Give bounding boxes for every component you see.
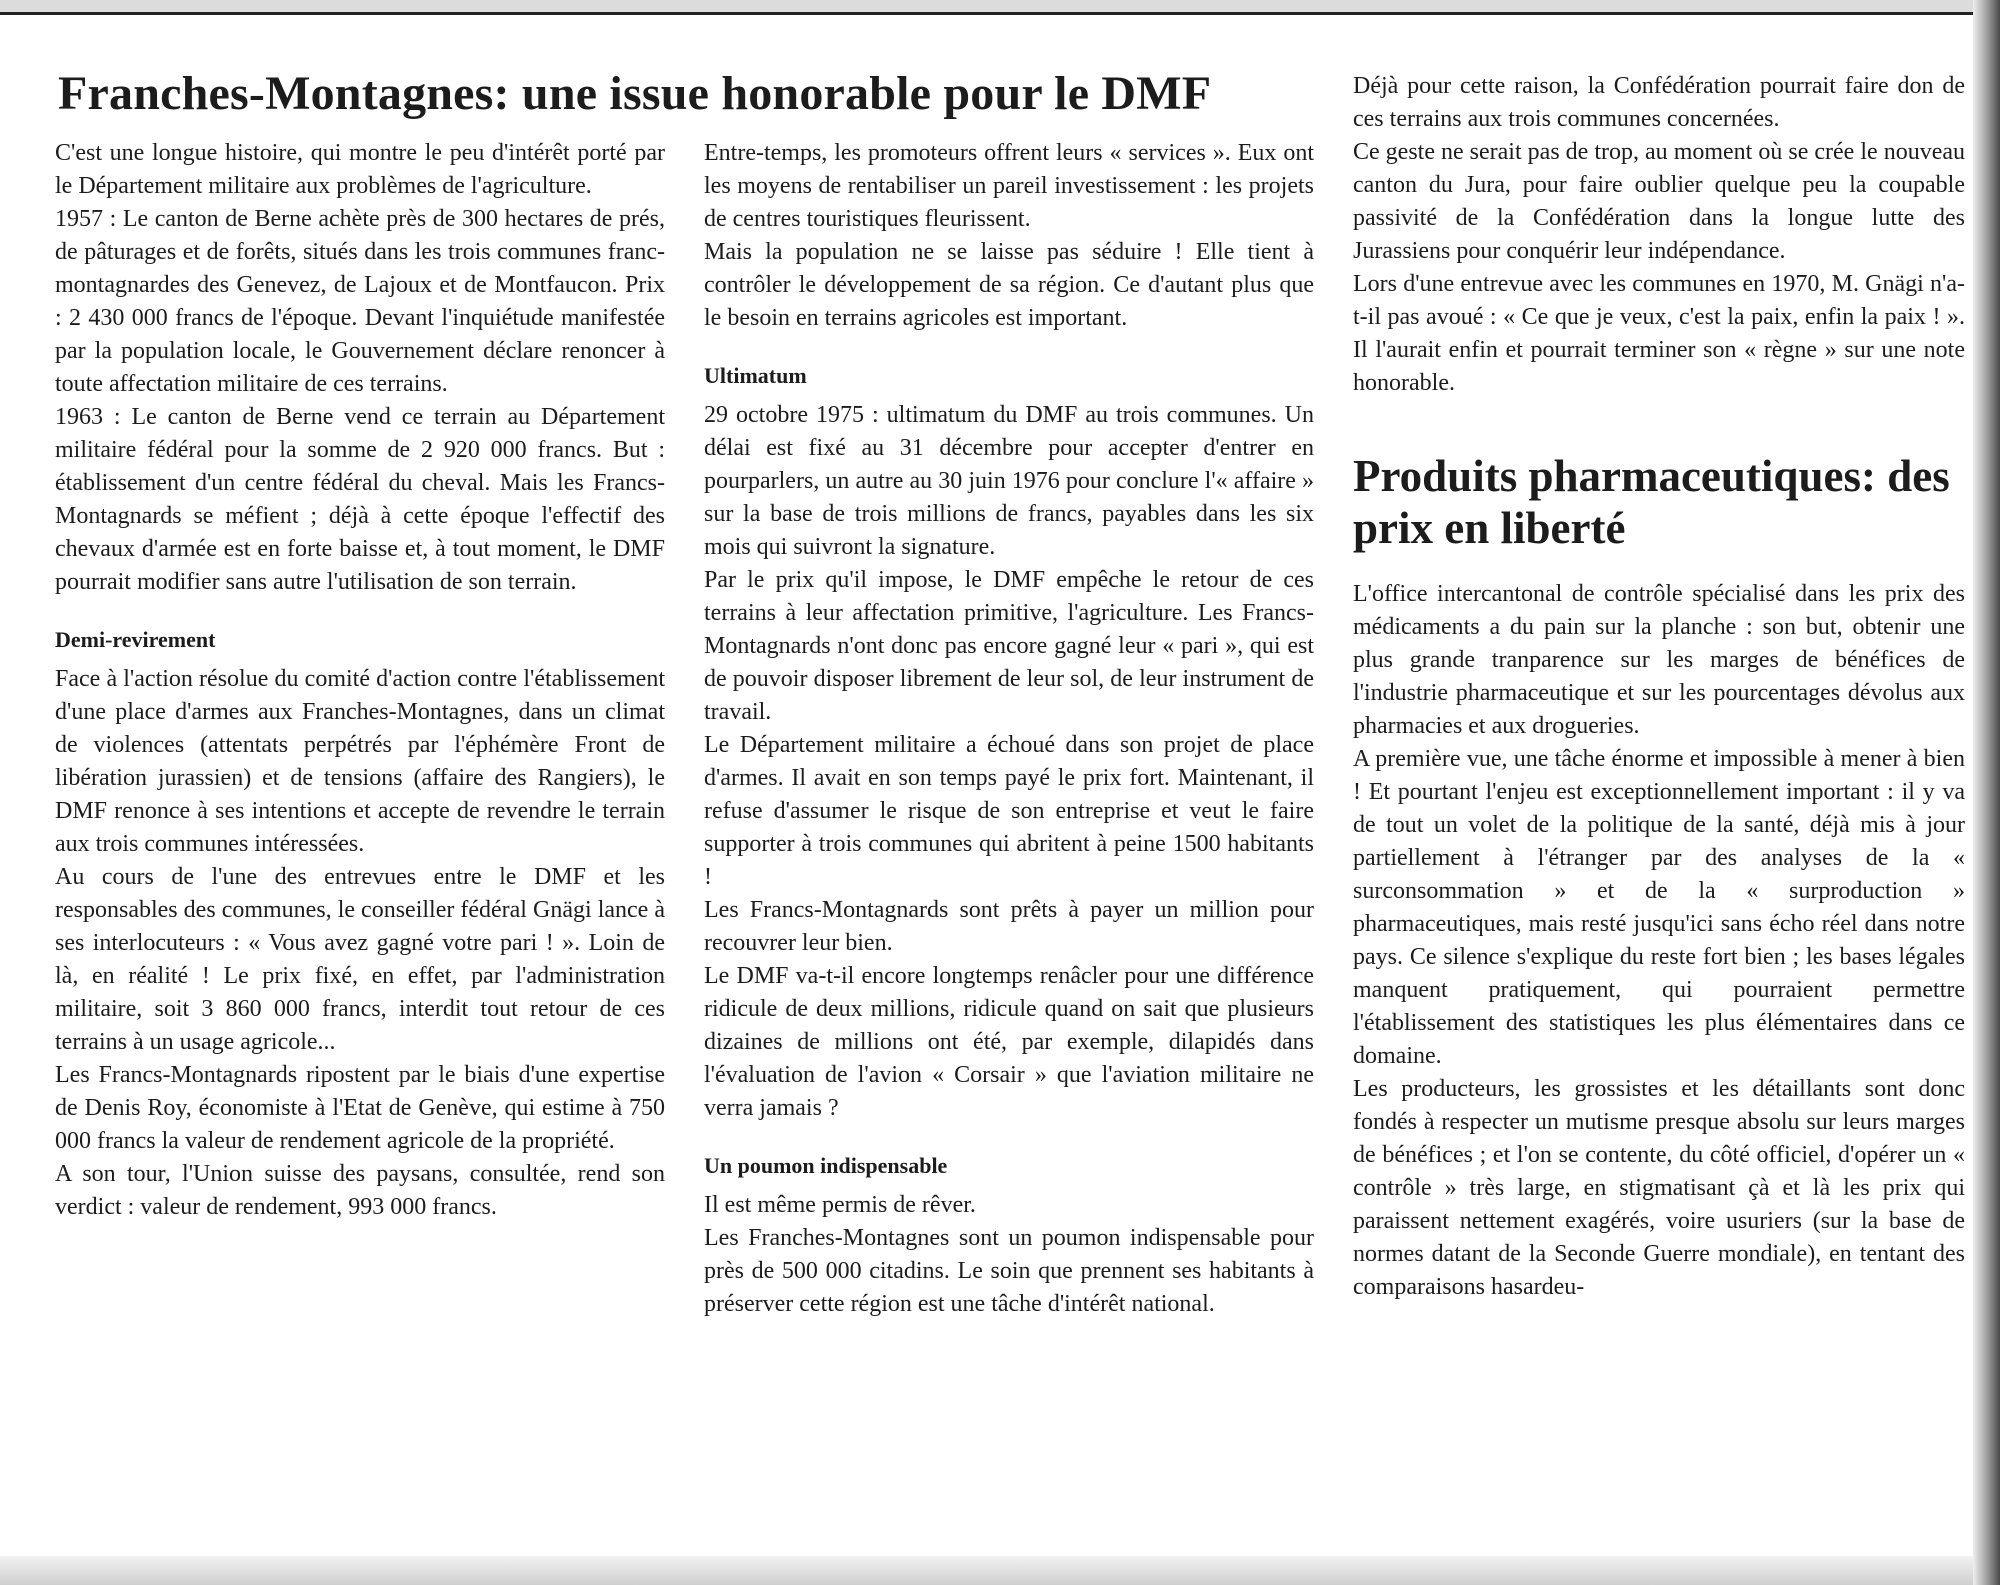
paragraph: C'est une longue histoire, qui montre le peu d'intérêt porté par le Département militaire aux problèmes de l'agriculture. bbox=[55, 140, 665, 199]
scan-binding-shadow bbox=[1973, 0, 2000, 1585]
paragraph: 1957 : Le canton de Berne achète près de 300 hectares de prés, de pâturages et de forêts, situés dans les trois communes franc-montagnardes des Genevez, de Lajoux et de Montfaucon. Prix : 2 430 000 francs de l'époque. Devant l'inquiétude manifestée par la population locale, le Gouvernement déclare renoncer à toute affectation militaire de ces terrains. bbox=[55, 206, 665, 397]
paragraph: L'office intercantonal de contrôle spécialisé dans les prix des médicaments a du pain sur la planche : son but, obtenir une plus grande tranparence sur les marges de bénéfices de l'industrie pharmaceutique et sur les pourcentages dévolus aux pharmacies et aux drogueries. bbox=[1353, 581, 1965, 739]
paragraph: Les Franches-Montagnes sont un poumon indispensable pour près de 500 000 citadins. Le soin que prennent ses habitants à préserver cette région est une tâche d'intérêt national. bbox=[704, 1225, 1314, 1317]
subheading-poumon: Un poumon indispensable bbox=[704, 1153, 948, 1178]
paragraph: Les Francs-Montagnards ripostent par le biais d'une expertise de Denis Roy, économiste à l'Etat de Genève, qui estime à 750 000 francs la valeur de rendement agricole de la propriété. bbox=[55, 1062, 665, 1154]
paragraph: Les producteurs, les grossistes et les détaillants sont donc fondés à respecter un mutisme presque absolu sur leurs marges de bénéfices ; et l'on se contente, du côté officiel, d'opérer un « contrôle » très large, en stigmatisant çà et là les prix qui paraissent nettement exagérés, voire usuriers (sur la base de normes datant de la Seconde Guerre mondiale), en tentant des comparaisons hasardeu- bbox=[1353, 1076, 1965, 1300]
paragraph: Ce geste ne serait pas de trop, au moment où se crée le nouveau canton du Jura, pour faire oublier quelque peu la coupable passivité de la Confédération dans la longue lutte des Jurassiens pour conquérir leur indépendance. bbox=[1353, 139, 1965, 264]
subheading-demi-revirement: Demi-revirement bbox=[55, 627, 216, 652]
paragraph: Mais la population ne se laisse pas séduire ! Elle tient à contrôler le développement de sa région. Ce d'autant plus que le besoin en terrains agricoles est important. bbox=[704, 239, 1314, 331]
paragraph: Lors d'une entrevue avec les communes en 1970, M. Gnägi n'a-t-il pas avoué : « Ce que je veux, c'est la paix, enfin la paix ! ». Il l'aurait enfin et pourrait terminer son « règne » sur une note honorable. bbox=[1353, 271, 1965, 396]
paragraph: Le Département militaire a échoué dans son projet de place d'armes. Il avait en son temps payé le prix fort. Maintenant, il refuse d'assumer le risque de son entreprise et veut le faire supporter à trois communes qui abritent à peine 1500 habitants ! bbox=[704, 732, 1314, 890]
article-column-1 bbox=[55, 137, 665, 1224]
article-headline: Franches-Montagnes: une issue honorable pour le DMF bbox=[58, 67, 1212, 120]
paragraph: A première vue, une tâche énorme et impossible à mener à bien ! Et pourtant l'enjeu est exceptionnellement important : il y va de tout un volet de la politique de la santé, déjà mis à jour partiellement à l'étranger par des analyses de la « surconsommation » et de la « surproduction » pharmaceutiques, mais resté jusqu'ici sans écho réel dans notre pays. Ce silence s'explique du reste fort bien ; les bases légales manquent pratiquement, qui pourraient permettre l'établissement des statistiques les plus élémentaires dans ce domaine. bbox=[1353, 746, 1965, 1069]
paragraph: Au cours de l'une des entrevues entre le DMF et les responsables des communes, le conseiller fédéral Gnägi lance à ses interlocuteurs : « Vous avez gagné votre pari ! ». Loin de là, en réalité ! Le prix fixé, en effet, par l'administration militaire, soit 3 860 000 francs, interdit tout retour de ces terrains à un usage agricole... bbox=[55, 864, 665, 1055]
subheading-ultimatum: Ultimatum bbox=[704, 363, 807, 388]
second-article-headline: Produits pharmaceutiques: des prix en liberté bbox=[1353, 451, 1950, 553]
article-column-2 bbox=[704, 137, 1314, 1321]
article-column-3 bbox=[1353, 70, 1965, 1304]
paragraph: Il est même permis de rêver. bbox=[704, 1192, 976, 1218]
paragraph: 1963 : Le canton de Berne vend ce terrain au Département militaire fédéral pour la somme de 2 920 000 francs. But : établissement d'un centre fédéral du cheval. Mais les Francs-Montagnards se méfient ; déjà à cette époque l'effectif des chevaux d'armée est en forte baisse et, à tout moment, le DMF pourrait modifier sans autre l'utilisation de son terrain. bbox=[55, 404, 665, 595]
paragraph: Déjà pour cette raison, la Confédération pourrait faire don de ces terrains aux trois communes concernées. bbox=[1353, 73, 1965, 132]
paragraph: Par le prix qu'il impose, le DMF empêche le retour de ces terrains à leur affectation primitive, l'agriculture. Les Francs-Montagnards n'ont donc pas encore gagné leur « pari », qui est de pouvoir disposer librement de leur sol, de leur instrument de travail. bbox=[704, 567, 1314, 725]
paragraph: Entre-temps, les promoteurs offrent leurs « services ». Eux ont les moyens de rentabiliser un pareil investissement : les projets de centres touristiques fleurissent. bbox=[704, 140, 1314, 232]
scan-bottom-edge bbox=[0, 1556, 1973, 1585]
paragraph: Les Francs-Montagnards sont prêts à payer un million pour recouvrer leur bien. bbox=[704, 897, 1314, 956]
paragraph: A son tour, l'Union suisse des paysans, consultée, rend son verdict : valeur de rendement, 993 000 francs. bbox=[55, 1161, 665, 1220]
scan-top-edge bbox=[0, 0, 2000, 15]
paragraph: 29 octobre 1975 : ultimatum du DMF au trois communes. Un délai est fixé au 31 décembre pour accepter d'entrer en pourparlers, un autre au 30 juin 1976 pour conclure l'« affaire » sur la base de trois millions de francs, payables dans les six mois qui suivront la signature. bbox=[704, 402, 1314, 560]
paragraph: Face à l'action résolue du comité d'action contre l'établissement d'une place d'armes aux Franches-Montagnes, dans un climat de violences (attentats perpétrés par l'éphémère Front de libération jurassien) et de tensions (affaire des Rangiers), le DMF renonce à ses intentions et accepte de revendre le terrain aux trois communes intéressées. bbox=[55, 666, 665, 857]
paragraph: Le DMF va-t-il encore longtemps renâcler pour une différence ridicule de deux millions, ridicule quand on sait que plusieurs dizaines de millions ont été, par exemple, dilapidés dans l'évaluation de l'avion « Corsair » que l'aviation militaire ne verra jamais ? bbox=[704, 963, 1314, 1121]
